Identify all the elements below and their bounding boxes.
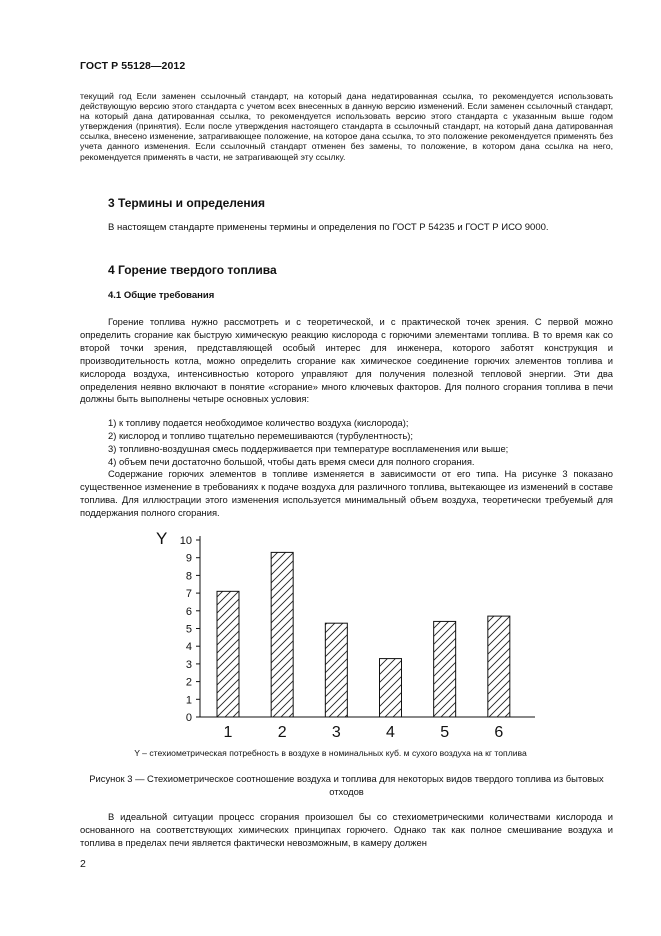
x-tick-label: 1 bbox=[223, 724, 233, 741]
bar bbox=[488, 616, 510, 717]
x-tick-label: 4 bbox=[386, 724, 395, 741]
y-tick-label: 3 bbox=[185, 658, 192, 671]
bar-chart bbox=[150, 528, 550, 743]
condition-list-item: 4) объем печи достаточно большой, чтобы дать время смеси для полного сгорания. bbox=[108, 456, 475, 467]
figure-3-chart bbox=[150, 528, 550, 743]
y-tick-label: 0 bbox=[185, 712, 192, 724]
y-tick-label: 6 bbox=[185, 605, 192, 618]
condition-list-item: 3) топливно-воздушная смесь поддерживается при температуре воспламенения или выше; bbox=[108, 443, 509, 454]
y-tick-label: 5 bbox=[185, 623, 192, 636]
condition-list-item: 2) кислород и топливо тщательно перемешиваются (турбулентность); bbox=[108, 430, 413, 441]
x-tick-label: 2 bbox=[277, 724, 287, 741]
y-tick-label: 1 bbox=[185, 694, 192, 707]
y-tick-label: 7 bbox=[185, 588, 192, 601]
section4-heading: 4 Горение твердого топлива bbox=[108, 263, 277, 277]
condition-list-item: 1) к топливу подается необходимое количество воздуха (кислорода); bbox=[108, 417, 409, 428]
bar bbox=[434, 621, 456, 717]
bar bbox=[271, 552, 293, 717]
section4-paragraph-1: Горение топлива нужно рассмотреть и с теоретической, и с практической точек зрения. С первой можно определить сгорание как быструю химическую реакцию кислорода с горючими элементами топлива. В то время как со второй точки зрения, представляющей особый интерес для инженера, которого заботят конструкция и производительность котла, можно определить сгорание как химическое соединение горючих элементов топлива и кислорода воздуха, интенсивностью которого управляют для получения полезной тепловой энергии. Эти два определения неявно включают в понятие «сгорание» много ключевых факторов. Для полного сгорания топлива в печи должны быть выполнены четыре основных условия: bbox=[80, 316, 613, 405]
page-number: 2 bbox=[80, 858, 86, 870]
y-tick-label: 10 bbox=[179, 535, 192, 547]
figure-legend-note: Y – стехиометрическая потребность в воздухе в номинальных куб. м сухого воздуха на кг топлива bbox=[134, 748, 527, 758]
closing-paragraph: В идеальной ситуации процесс сгорания произошел бы со стехиометрическими количествами кислорода и основанного на соответствующих химических принципах горючего. Однако так как полное смешивание воздуха и топлива в пределах печи является фактически невозможным, в камеру должен bbox=[80, 811, 613, 848]
bar bbox=[380, 659, 402, 717]
y-axis-label: Y bbox=[156, 529, 168, 548]
y-tick-label: 4 bbox=[185, 641, 192, 654]
intro-paragraph: текущий год Если заменен ссылочный стандарт, на который дана недатированная ссылка, то рекомендуется использовать действующую версию этого стандарта с учетом всех внесенных в данную версию изменений. Если заменен ссылочный стандарт, на который дана датированная ссылка, то рекомендуется использовать версию этого стандарта с указанным выше годом утверждения (принятия). Если после утверждения настоящего стандарта в ссылочный стандарт, на который дана датированная ссылка, внесено изменение, затрагивающее положение, на которое дана ссылка, то это положение рекомендуется применять без учета данного изменения. Если ссылочный стандарт отменен без замены, то положение, в котором дана ссылка на него, рекомендуется применять в части, не затрагивающей эту ссылку. bbox=[80, 91, 613, 162]
x-tick-label: 3 bbox=[331, 724, 341, 741]
x-tick-label: 6 bbox=[494, 724, 504, 741]
y-tick-label: 8 bbox=[185, 570, 192, 583]
figure-caption: Рисунок 3 — Стехиометрическое соотношение воздуха и топлива для некоторых видов твердого топлива из бытовых отходов bbox=[89, 773, 604, 797]
document-header: ГОСТ Р 55128—2012 bbox=[80, 60, 186, 72]
section4-subheading: 4.1 Общие требования bbox=[108, 290, 215, 301]
section3-text: В настоящем стандарте применены термины и определения по ГОСТ Р 54235 и ГОСТ Р ИСО 9000. bbox=[108, 222, 549, 233]
section3-heading: 3 Термины и определения bbox=[108, 196, 266, 210]
section4-paragraph-2: Содержание горючих элементов в топливе изменяется в зависимости от его типа. На рисунке 3 показано существенное изменение в требованиях к подаче воздуха для различного топлива, вытекающее из изменений в составе топлива. Для иллюстрации этого изменения используется минимальный объем воздуха, теоретически требуемый для поддержания полного сгорания. bbox=[80, 468, 613, 518]
bar bbox=[217, 591, 239, 717]
y-tick-label: 9 bbox=[185, 552, 192, 565]
y-tick-label: 2 bbox=[185, 676, 192, 689]
x-tick-label: 5 bbox=[440, 724, 450, 741]
bar bbox=[325, 623, 347, 717]
